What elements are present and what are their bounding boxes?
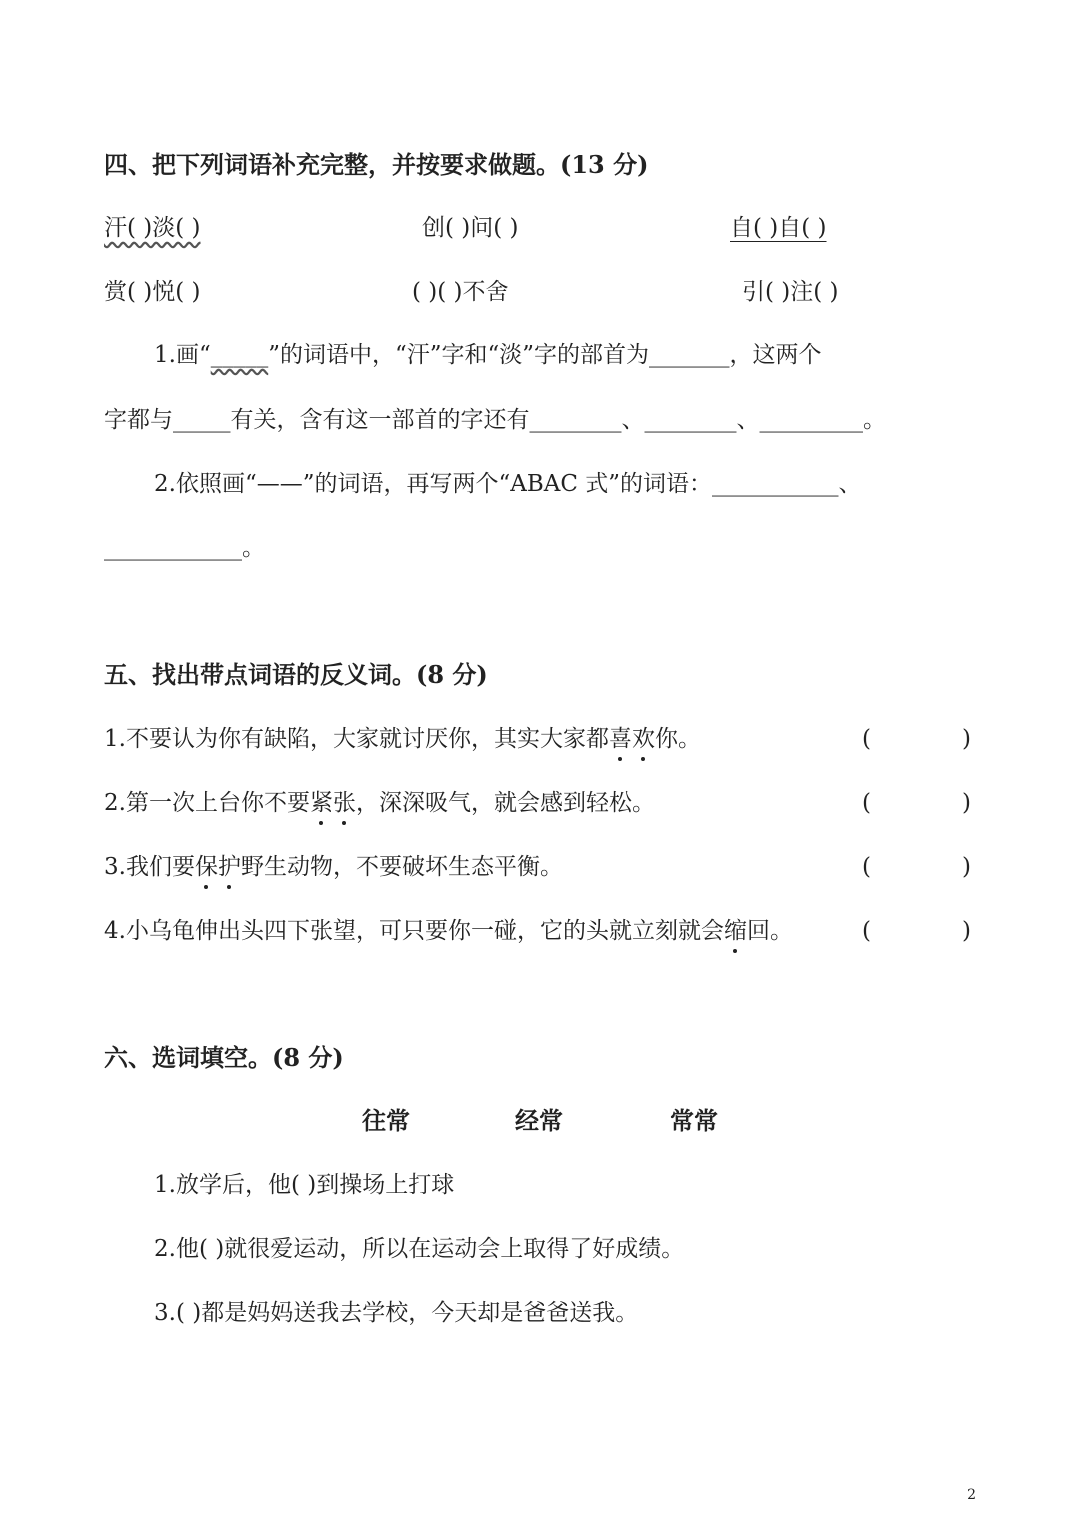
answer-paren-open: ( [862,854,871,880]
word-wavy: 汗( )淡( ) [104,215,201,241]
answer-paren-open: ( [862,918,871,944]
section-6-title: 六、选词填空。(8 分) [104,1043,344,1072]
q1-post: ”的词语中，“汗”字和“淡”字的部首为_______，这两个 [268,342,822,368]
item-text: 1.不要认为你有缺陷，大家就讨厌你，其实大家都 [104,726,609,752]
item-text: 4.小乌龟伸出头四下张望，可只要你一碰，它的头就立刻就会 [104,918,724,944]
choice-word: 经常 [515,1106,563,1135]
choice-word: 常常 [670,1106,718,1135]
answer-paren-close: ) [962,854,971,880]
item-text: 你。 [654,726,701,752]
s6-question-1: 1.放学后，他( )到操场上打球 [154,1172,455,1198]
dotted-char: 欢 [631,726,655,752]
word-row1-c [730,213,827,243]
dotted-word [195,854,241,880]
s4-question-1-line2: 字都与_____有关，含有这一部首的字还有________、________、_________。 [104,407,886,433]
dotted-char: 张 [332,790,356,816]
dotted-word [609,726,655,752]
s6-question-2: 2.他( )就很爱运动，所以在运动会上取得了好成绩。 [154,1236,685,1262]
item-text: 野生动物，不要破坏生态平衡。 [240,854,563,880]
dotted-word [724,918,747,944]
choice-word: 往常 [362,1106,410,1135]
dotted-char: 缩 [723,918,747,944]
dotted-word [310,790,356,816]
s4-question-2-line2: ____________。 [104,535,265,561]
item-text: 3.我们要 [104,854,195,880]
s4-question-1-line1 [154,340,822,370]
word-row2-a: 赏( )悦( ) [104,279,201,305]
item-text: 回。 [746,918,793,944]
dotted-char: 喜 [608,726,632,752]
item-text: ，深深吸气，就会感到轻松。 [355,790,655,816]
s4-question-2-line1: 2.依照画“——”的词语，再写两个“ABAC 式”的词语：___________、 [154,471,862,497]
q1-pre: 1.画“ [154,342,211,368]
word-row1-a [104,213,201,243]
dotted-char: 紧 [309,790,333,816]
answer-paren-close: ) [962,726,971,752]
s6-question-3: 3.( )都是妈妈送我去学校，今天却是爸爸送我。 [154,1300,639,1326]
word-row2-c: 引( )注( ) [742,279,839,305]
item-text: 2.第一次上台你不要 [104,790,310,816]
answer-paren-close: ) [962,918,971,944]
s5-item [104,724,701,754]
s5-item [104,916,793,946]
answer-paren-close: ) [962,790,971,816]
answer-paren-open: ( [862,726,871,752]
section-4-title: 四、把下列词语补充完整，并按要求做题。(13 分) [104,150,649,179]
dotted-char: 护 [217,854,241,880]
word-underlined: 自( )自( ) [730,215,827,241]
section-5-title: 五、找出带点词语的反义词。(8 分) [104,660,488,689]
word-row1-b: 创( )问( ) [422,215,519,241]
s5-item [104,788,655,818]
word-row2-b: ( )( )不舍 [412,279,509,305]
s5-item [104,852,563,882]
page-number: 2 [967,1487,976,1503]
q1-wavy-mark: _____ [210,342,269,368]
dotted-char: 保 [194,854,218,880]
answer-paren-open: ( [862,790,871,816]
